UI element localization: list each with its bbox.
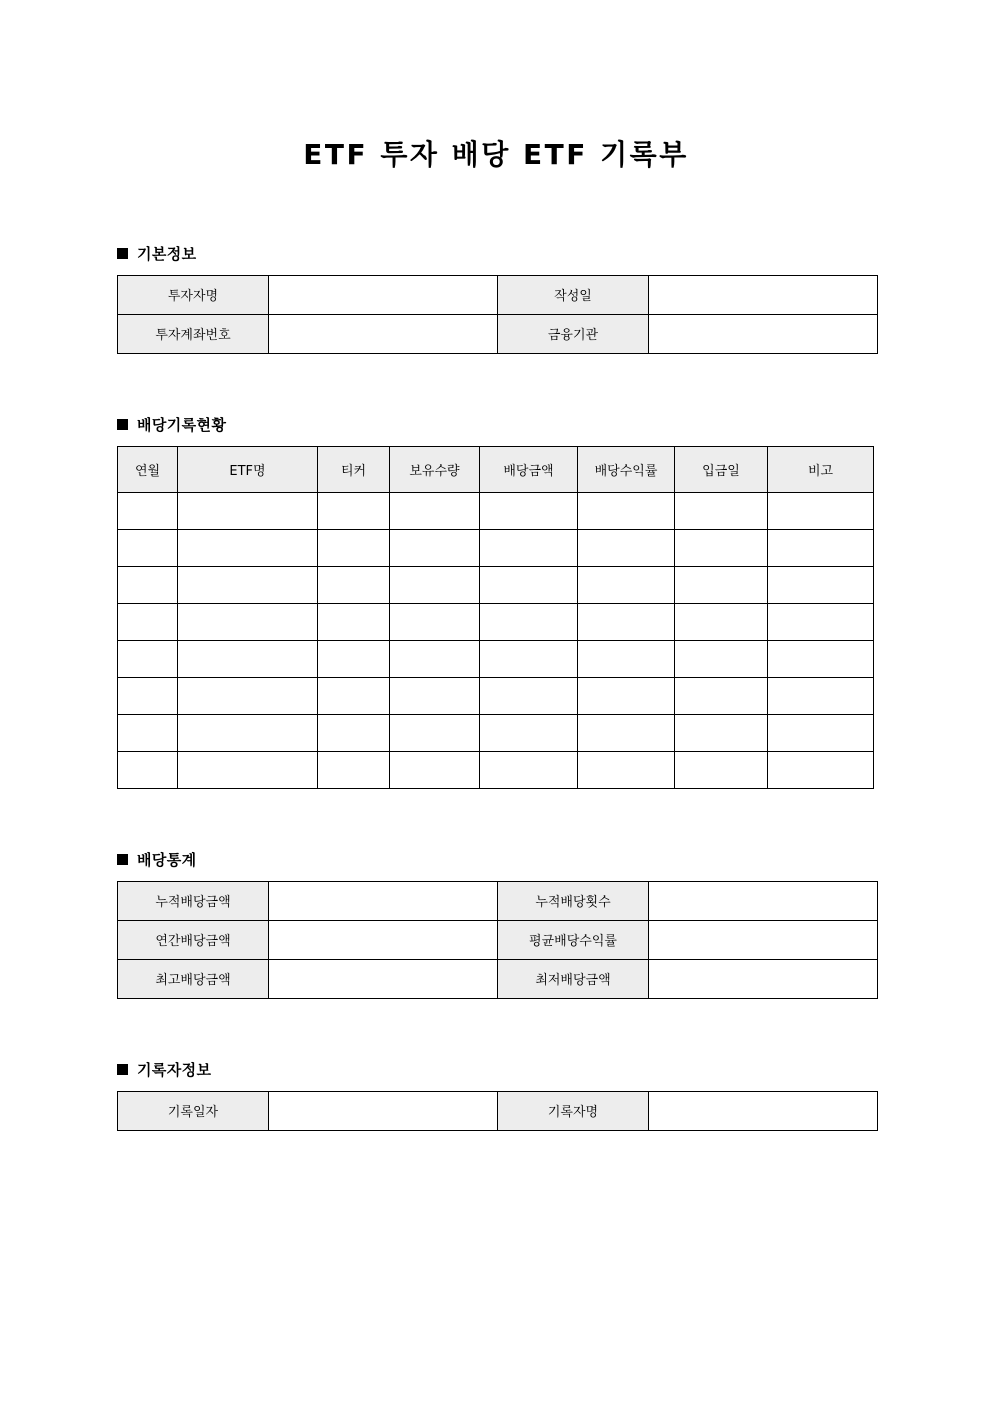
table-row [118, 492, 874, 529]
column-header-note: 비고 [768, 446, 874, 492]
cell-dividend-yield[interactable] [578, 640, 675, 677]
cell-dividend-yield[interactable] [578, 529, 675, 566]
label-lowest-dividend-amount: 최저배당금액 [498, 959, 649, 998]
table-row [118, 751, 874, 788]
field-annual-dividend-amount[interactable] [269, 920, 498, 959]
page-title: ETF 투자 배당 ETF 기록부 [303, 138, 689, 171]
cell-dividend-yield[interactable] [578, 677, 675, 714]
cell-quantity[interactable] [390, 566, 480, 603]
cell-period[interactable] [118, 640, 178, 677]
section-heading-label: 배당기록현황 [137, 415, 227, 434]
cell-dividend-amount[interactable] [480, 677, 578, 714]
cell-deposit-date[interactable] [675, 640, 768, 677]
field-average-dividend-yield[interactable] [649, 920, 878, 959]
table-row [118, 640, 874, 677]
cell-dividend-yield[interactable] [578, 751, 675, 788]
table-row [118, 1091, 878, 1130]
cell-ticker[interactable] [318, 751, 390, 788]
cell-ticker[interactable] [318, 640, 390, 677]
cell-ticker[interactable] [318, 566, 390, 603]
label-cumulative-dividend-count: 누적배당횟수 [498, 881, 649, 920]
label-account-number: 투자계좌번호 [118, 314, 269, 353]
table-row [118, 920, 878, 959]
cell-dividend-amount[interactable] [480, 529, 578, 566]
section-heading-dividend-stats [117, 851, 873, 869]
label-investor-name: 투자자명 [118, 275, 269, 314]
field-record-date[interactable] [269, 1091, 498, 1130]
label-record-date: 기록일자 [118, 1091, 269, 1130]
cell-deposit-date[interactable] [675, 566, 768, 603]
cell-period[interactable] [118, 603, 178, 640]
square-bullet-icon [117, 1064, 128, 1075]
cell-ticker[interactable] [318, 677, 390, 714]
cell-dividend-yield[interactable] [578, 566, 675, 603]
dividend-records-body [118, 492, 874, 788]
table-row [118, 714, 874, 751]
cell-etf-name[interactable] [178, 603, 318, 640]
table-row [118, 881, 878, 920]
section-dividend-records [117, 416, 873, 789]
cell-note[interactable] [768, 751, 874, 788]
cell-etf-name[interactable] [178, 677, 318, 714]
section-basic-info [117, 245, 873, 354]
table-row [118, 677, 874, 714]
cell-note[interactable] [768, 640, 874, 677]
field-cumulative-dividend-count[interactable] [649, 881, 878, 920]
cell-etf-name[interactable] [178, 751, 318, 788]
label-financial-institution: 금융기관 [498, 314, 649, 353]
basic-info-table [117, 275, 878, 354]
table-row [118, 529, 874, 566]
label-cumulative-dividend-amount: 누적배당금액 [118, 881, 269, 920]
cell-etf-name[interactable] [178, 566, 318, 603]
cell-ticker[interactable] [318, 714, 390, 751]
square-bullet-icon [117, 248, 128, 259]
cell-quantity[interactable] [390, 640, 480, 677]
cell-dividend-yield[interactable] [578, 603, 675, 640]
column-header-quantity: 보유수량 [390, 446, 480, 492]
cell-dividend-amount[interactable] [480, 714, 578, 751]
table-row [118, 275, 878, 314]
cell-dividend-amount[interactable] [480, 640, 578, 677]
section-heading-basic-info [117, 245, 873, 263]
section-heading-label: 기본정보 [137, 244, 197, 263]
square-bullet-icon [117, 419, 128, 430]
field-lowest-dividend-amount[interactable] [649, 959, 878, 998]
cell-quantity[interactable] [390, 603, 480, 640]
cell-dividend-amount[interactable] [480, 603, 578, 640]
label-creation-date: 작성일 [498, 275, 649, 314]
table-header-row [118, 446, 874, 492]
cell-deposit-date[interactable] [675, 603, 768, 640]
section-dividend-stats [117, 851, 873, 999]
cell-dividend-amount[interactable] [480, 566, 578, 603]
cell-etf-name[interactable] [178, 714, 318, 751]
cell-ticker[interactable] [318, 603, 390, 640]
cell-etf-name[interactable] [178, 529, 318, 566]
table-row [118, 603, 874, 640]
label-annual-dividend-amount: 연간배당금액 [118, 920, 269, 959]
dividend-records-table [117, 446, 874, 789]
column-header-deposit-date: 입금일 [675, 446, 768, 492]
cell-deposit-date[interactable] [675, 529, 768, 566]
cell-quantity[interactable] [390, 529, 480, 566]
cell-deposit-date[interactable] [675, 492, 768, 529]
cell-etf-name[interactable] [178, 640, 318, 677]
field-cumulative-dividend-amount[interactable] [269, 881, 498, 920]
cell-quantity[interactable] [390, 492, 480, 529]
field-recorder-name[interactable] [649, 1091, 878, 1130]
field-investor-name[interactable] [269, 275, 498, 314]
label-average-dividend-yield: 평균배당수익률 [498, 920, 649, 959]
cell-ticker[interactable] [318, 492, 390, 529]
section-heading-label: 배당통계 [137, 850, 197, 869]
cell-note[interactable] [768, 677, 874, 714]
cell-deposit-date[interactable] [675, 677, 768, 714]
cell-period[interactable] [118, 677, 178, 714]
cell-period[interactable] [118, 714, 178, 751]
cell-dividend-amount[interactable] [480, 751, 578, 788]
cell-period[interactable] [118, 566, 178, 603]
cell-dividend-yield[interactable] [578, 714, 675, 751]
column-header-etf-name: ETF명 [178, 446, 318, 492]
field-creation-date[interactable] [649, 275, 878, 314]
section-heading-dividend-records [117, 416, 873, 434]
column-header-dividend-amount: 배당금액 [480, 446, 578, 492]
cell-period[interactable] [118, 751, 178, 788]
square-bullet-icon [117, 854, 128, 865]
section-heading-writer-info [117, 1061, 873, 1079]
cell-etf-name[interactable] [178, 492, 318, 529]
cell-dividend-yield[interactable] [578, 492, 675, 529]
cell-period[interactable] [118, 492, 178, 529]
field-highest-dividend-amount[interactable] [269, 959, 498, 998]
column-header-dividend-yield: 배당수익률 [578, 446, 675, 492]
field-financial-institution[interactable] [649, 314, 878, 353]
cell-quantity[interactable] [390, 677, 480, 714]
field-account-number[interactable] [269, 314, 498, 353]
cell-period[interactable] [118, 529, 178, 566]
cell-deposit-date[interactable] [675, 751, 768, 788]
label-recorder-name: 기록자명 [498, 1091, 649, 1130]
table-row [118, 314, 878, 353]
column-header-ticker: 티커 [318, 446, 390, 492]
cell-deposit-date[interactable] [675, 714, 768, 751]
table-row [118, 959, 878, 998]
cell-note[interactable] [768, 566, 874, 603]
cell-note[interactable] [768, 714, 874, 751]
cell-note[interactable] [768, 492, 874, 529]
cell-dividend-amount[interactable] [480, 492, 578, 529]
section-writer-info [117, 1061, 873, 1131]
writer-info-table [117, 1091, 878, 1131]
section-heading-label: 기록자정보 [137, 1060, 212, 1079]
cell-quantity[interactable] [390, 751, 480, 788]
cell-quantity[interactable] [390, 714, 480, 751]
cell-note[interactable] [768, 603, 874, 640]
cell-note[interactable] [768, 529, 874, 566]
column-header-period: 연월 [118, 446, 178, 492]
table-row [118, 566, 874, 603]
label-highest-dividend-amount: 최고배당금액 [118, 959, 269, 998]
dividend-stats-table [117, 881, 878, 999]
cell-ticker[interactable] [318, 529, 390, 566]
